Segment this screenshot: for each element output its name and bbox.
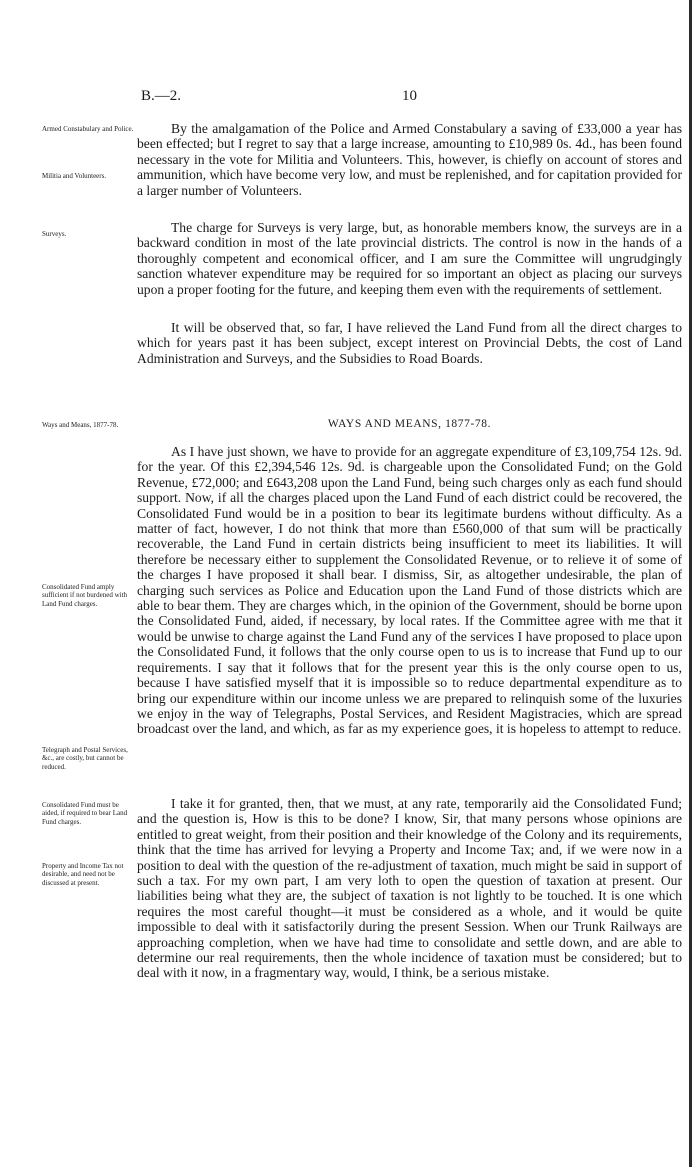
- side-note-fund-aid: Consolidated Fund must be aided, if required to bear Land Fund charges.: [42, 801, 128, 826]
- document-reference: B.—2.: [141, 88, 182, 104]
- side-note-property-tax: Property and Income Tax not desirable, and need not be discussed at present.: [42, 862, 124, 887]
- side-note-militia: Militia and Volunteers.: [42, 172, 107, 180]
- paragraph-surveys: [137, 220, 682, 297]
- page-number: 10: [402, 88, 417, 104]
- side-note-ways-and-means: Ways and Means, 1877-78.: [42, 421, 119, 429]
- paragraph-taxation: [137, 796, 682, 981]
- paragraph-text: As I have just shown, we have to provide for an aggregate expenditure of £3,109,754 12s. 9d. for the year. Of this £2,394,546 12s. 9d. is chargeable upon the Consolidated Fund; on the Gold Revenue, £72,000; and £643,208 upon the Land Fund, being such charges only as each fund should support. Now, if all the charges placed upon the Land Fund of each district could be recovered, the Consolidated Fund would be in a position to bear its legitimate burdens without difficulty. As a matter of fact, however, I do not think that more than £560,000 of that sum will be practically recoverable, the Land Fund in certain districts being insufficient to meet its liabilities. It will therefore be necessary either to supplement the Consolidated Revenue, or to relieve it of some of the charges I have proposed it shall bear. I dismiss, Sir, as altogether undesirable, the plan of charging such services as Police and Education upon the Land Fund of those districts which are able to bear them. They are charges which, in the opinion of the Government, should be borne upon the Consolidated Fund, aided, if necessary, by local rates. If the Committee agree with me that it would be unwise to charge against the Land Fund any of the services I have proposed to place upon the Consolidated Fund, it follows that the only course open to us is to increase that Fund up to our requirements. I say that it follows that for the present year this is the only course open to us, because I have satisfied myself that it is impossible so to reduce departmental expenditure as to bring our expenditure within our income unless we are prepared to relinquish some of the luxuries we enjoy in the way of Telegraphs, Postal Services, and Resident Magistracies, which are spread broadcast over the land, and which, as far as my experience goes, it is hopeless to attempt to reduce.: [137, 444, 682, 737]
- side-note-surveys: Surveys.: [42, 230, 67, 238]
- page-edge-line: [689, 0, 692, 1167]
- paragraph-text: The charge for Surveys is very large, but, as honorable members know, the surveys are in a backward condition in most of the late provincial districts. The control is now in the hands of a thoroughly competent and economical officer, and I am sure the Committee will ungrudgingly sanction whatever expenditure may be required for so important an object as placing our surveys upon a proper footing for the future, and keeping them even with the requirements of settlement.: [137, 220, 682, 297]
- side-note-armed-constabulary: Armed Constabulary and Police.: [42, 125, 134, 133]
- paragraph-text: It will be observed that, so far, I have relieved the Land Fund from all the direct charges to which for years past it has been subject, except interest on Provincial Debts, the cost of Land Administration and Surveys, and the Subsidies to Road Boards.: [137, 320, 682, 366]
- paragraph-constabulary: [137, 121, 682, 198]
- side-note-consolidated-fund: Consolidated Fund amply sufficient if not burdened with Land Fund charges.: [42, 583, 128, 608]
- section-title: WAYS AND MEANS, 1877-78.: [327, 418, 492, 430]
- paragraph-land-fund: [137, 320, 682, 366]
- paragraph-text: By the amalgamation of the Police and Armed Constabulary a saving of £33,000 a year has been effected; but I regret to say that a large increase, amounting to £10,989 0s. 4d., has been found necessary in the vote for Militia and Volunteers. This, however, is chiefly on account of stores and ammunition, which have become very low, and must be replenished, and for capitation provided for a larger number of Volunteers.: [137, 121, 682, 198]
- side-note-telegraph-postal: Telegraph and Postal Services, &c., are costly, but cannot be reduced.: [42, 746, 128, 771]
- paragraph-text: I take it for granted, then, that we must, at any rate, temporarily aid the Consolidated Fund; and the question is, How is this to be done? I know, Sir, that many persons whose opinions are entitled to great weight, from their position and their knowledge of the Colony and its requirements, think that the time has arrived for levying a Property and Income Tax; and, if we were now in a position to deal with the question of the re-adjustment of taxation, much might be said in support of such a tax. For my own part, I am very loth to open the question of taxation at present. Our liabilities being what they are, the subject of taxation is not lightly to be touched. It is one which requires the most careful thought—it must be considered as a whole, and it would be quite impossible to deal with it satisfactorily during the present Session. When our Trunk Railways are approaching completion, when we have had time to consolidate and settle down, and are able to determine our real requirements, then the whole incidence of taxation must be considered; but to deal with it now, in a fragmentary way, would, I think, be a serious mistake.: [137, 796, 682, 981]
- paragraph-expenditure: [137, 444, 682, 737]
